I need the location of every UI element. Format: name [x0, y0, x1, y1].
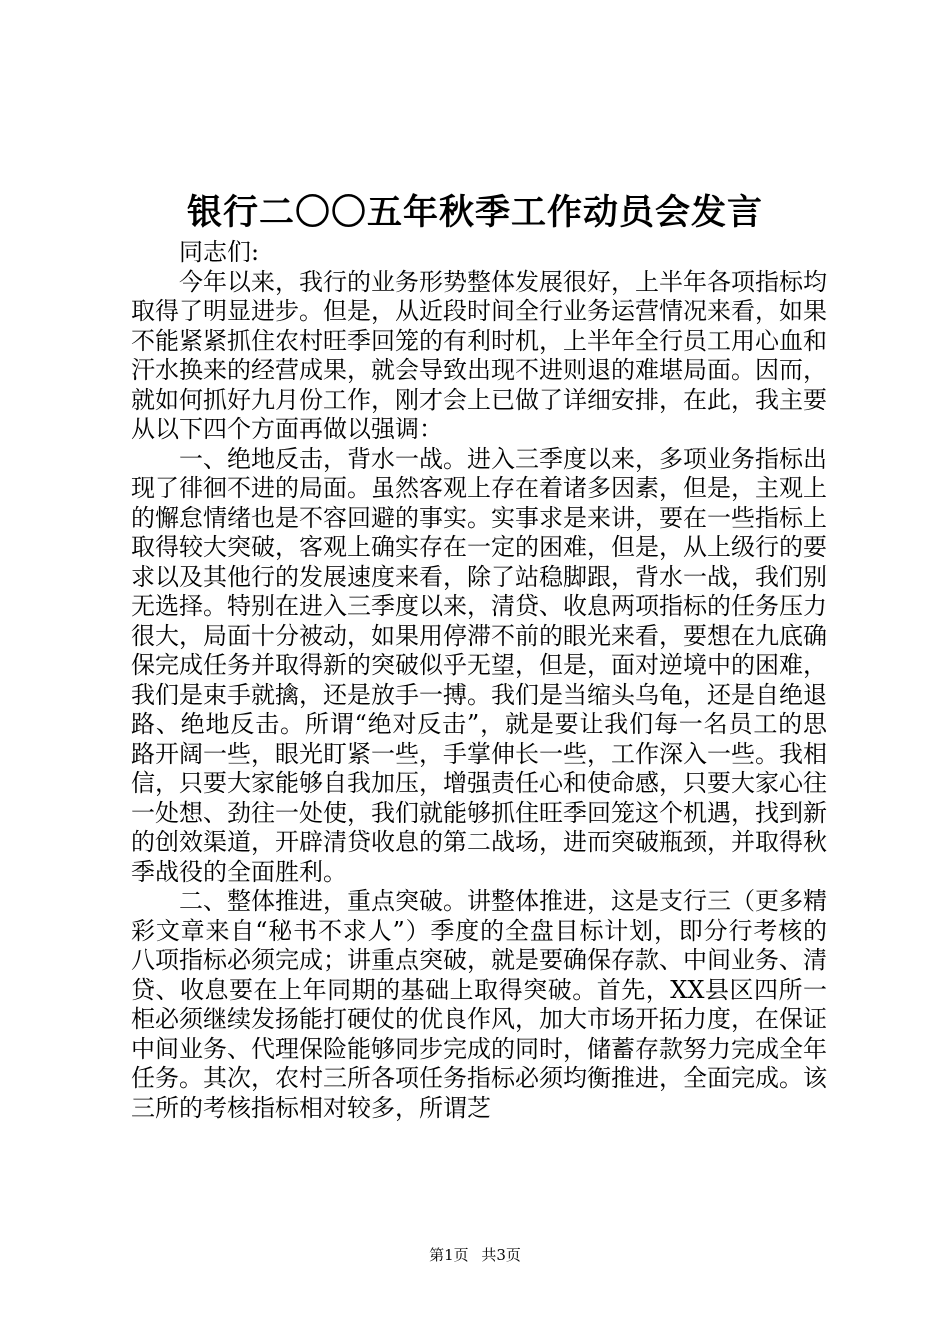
paragraph-intro: 今年以来，我行的业务形势整体发展很好，上半年各项指标均取得了明显进步。但是，从近段时间全行业务运营情况来看，如果不能紧紧抓住农村旺季回笼的有利时机，上半年全行员工用心血和汗水换来的经营成果，就会导致出现不进则退的难堪局面。因而，就如何抓好九月份工作，刚才会上已做了详细安排，在此，我主要从以下四个方面再做以强调：: [131, 267, 827, 443]
page-total: 共3页: [481, 1246, 521, 1264]
salutation: 同志们:: [179, 238, 260, 266]
paragraph-section-1: 一、绝地反击，背水一战。进入三季度以来，多项业务指标出现了徘徊不进的局面。虽然客观上存在着诸多因素，但是，主观上的懈怠情绪也是不容回避的事实。实事求是来讲，要在一些指标上取得较大突破，客观上确实存在一定的困难，但是，从上级行的要求以及其他行的发展速度来看，除了站稳脚跟，背水一战，我们别无选择。特别在进入三季度以来，清贷、收息两项指标的任务压力很大，局面十分被动，如果用停滞不前的眼光来看，要想在九底确保完成任务并取得新的突破似乎无望，但是，面对逆境中的困难，我们是束手就擒，还是放手一搏。我们是当缩头乌龟，还是自绝退路、绝地反击。所谓“绝对反击”，就是要让我们每一名员工的思路开阔一些，眼光盯紧一些，手掌伸长一些，工作深入一些。我相信，只要大家能够自我加压，增强责任心和使命感，只要大家心往一处想、劲往一处使，我们就能够抓住旺季回笼这个机遇，找到新的创效渠道，开辟清贷收息的第二战场，进而突破瓶颈，并取得秋季战役的全面胜利。: [131, 444, 827, 886]
document-body: [131, 238, 827, 1123]
document-title: 银行二〇〇五年秋季工作动员会发言: [186, 192, 763, 233]
paragraph-section-2: 二、整体推进，重点突破。讲整体推进，这是支行三（更多精彩文章来自“秘书不求人”）季度的全盘目标计划，即分行考核的八项指标必须完成；讲重点突破，就是要确保存款、中间业务、清贷、收息要在上年同期的基础上取得突破。首先，XX县区四所一柜必须继续发扬能打硬仗的优良作风，加大市场开拓力度，在保证中间业务、代理保险能够同步完成的同时，储蓄存款努力完成全年任务。其次，农村三所各项任务指标必须均衡推进，全面完成。该三所的考核指标相对较多，所谓芝: [131, 887, 827, 1122]
page-footer: [0, 1244, 950, 1265]
page-number: 第1页: [429, 1246, 469, 1264]
